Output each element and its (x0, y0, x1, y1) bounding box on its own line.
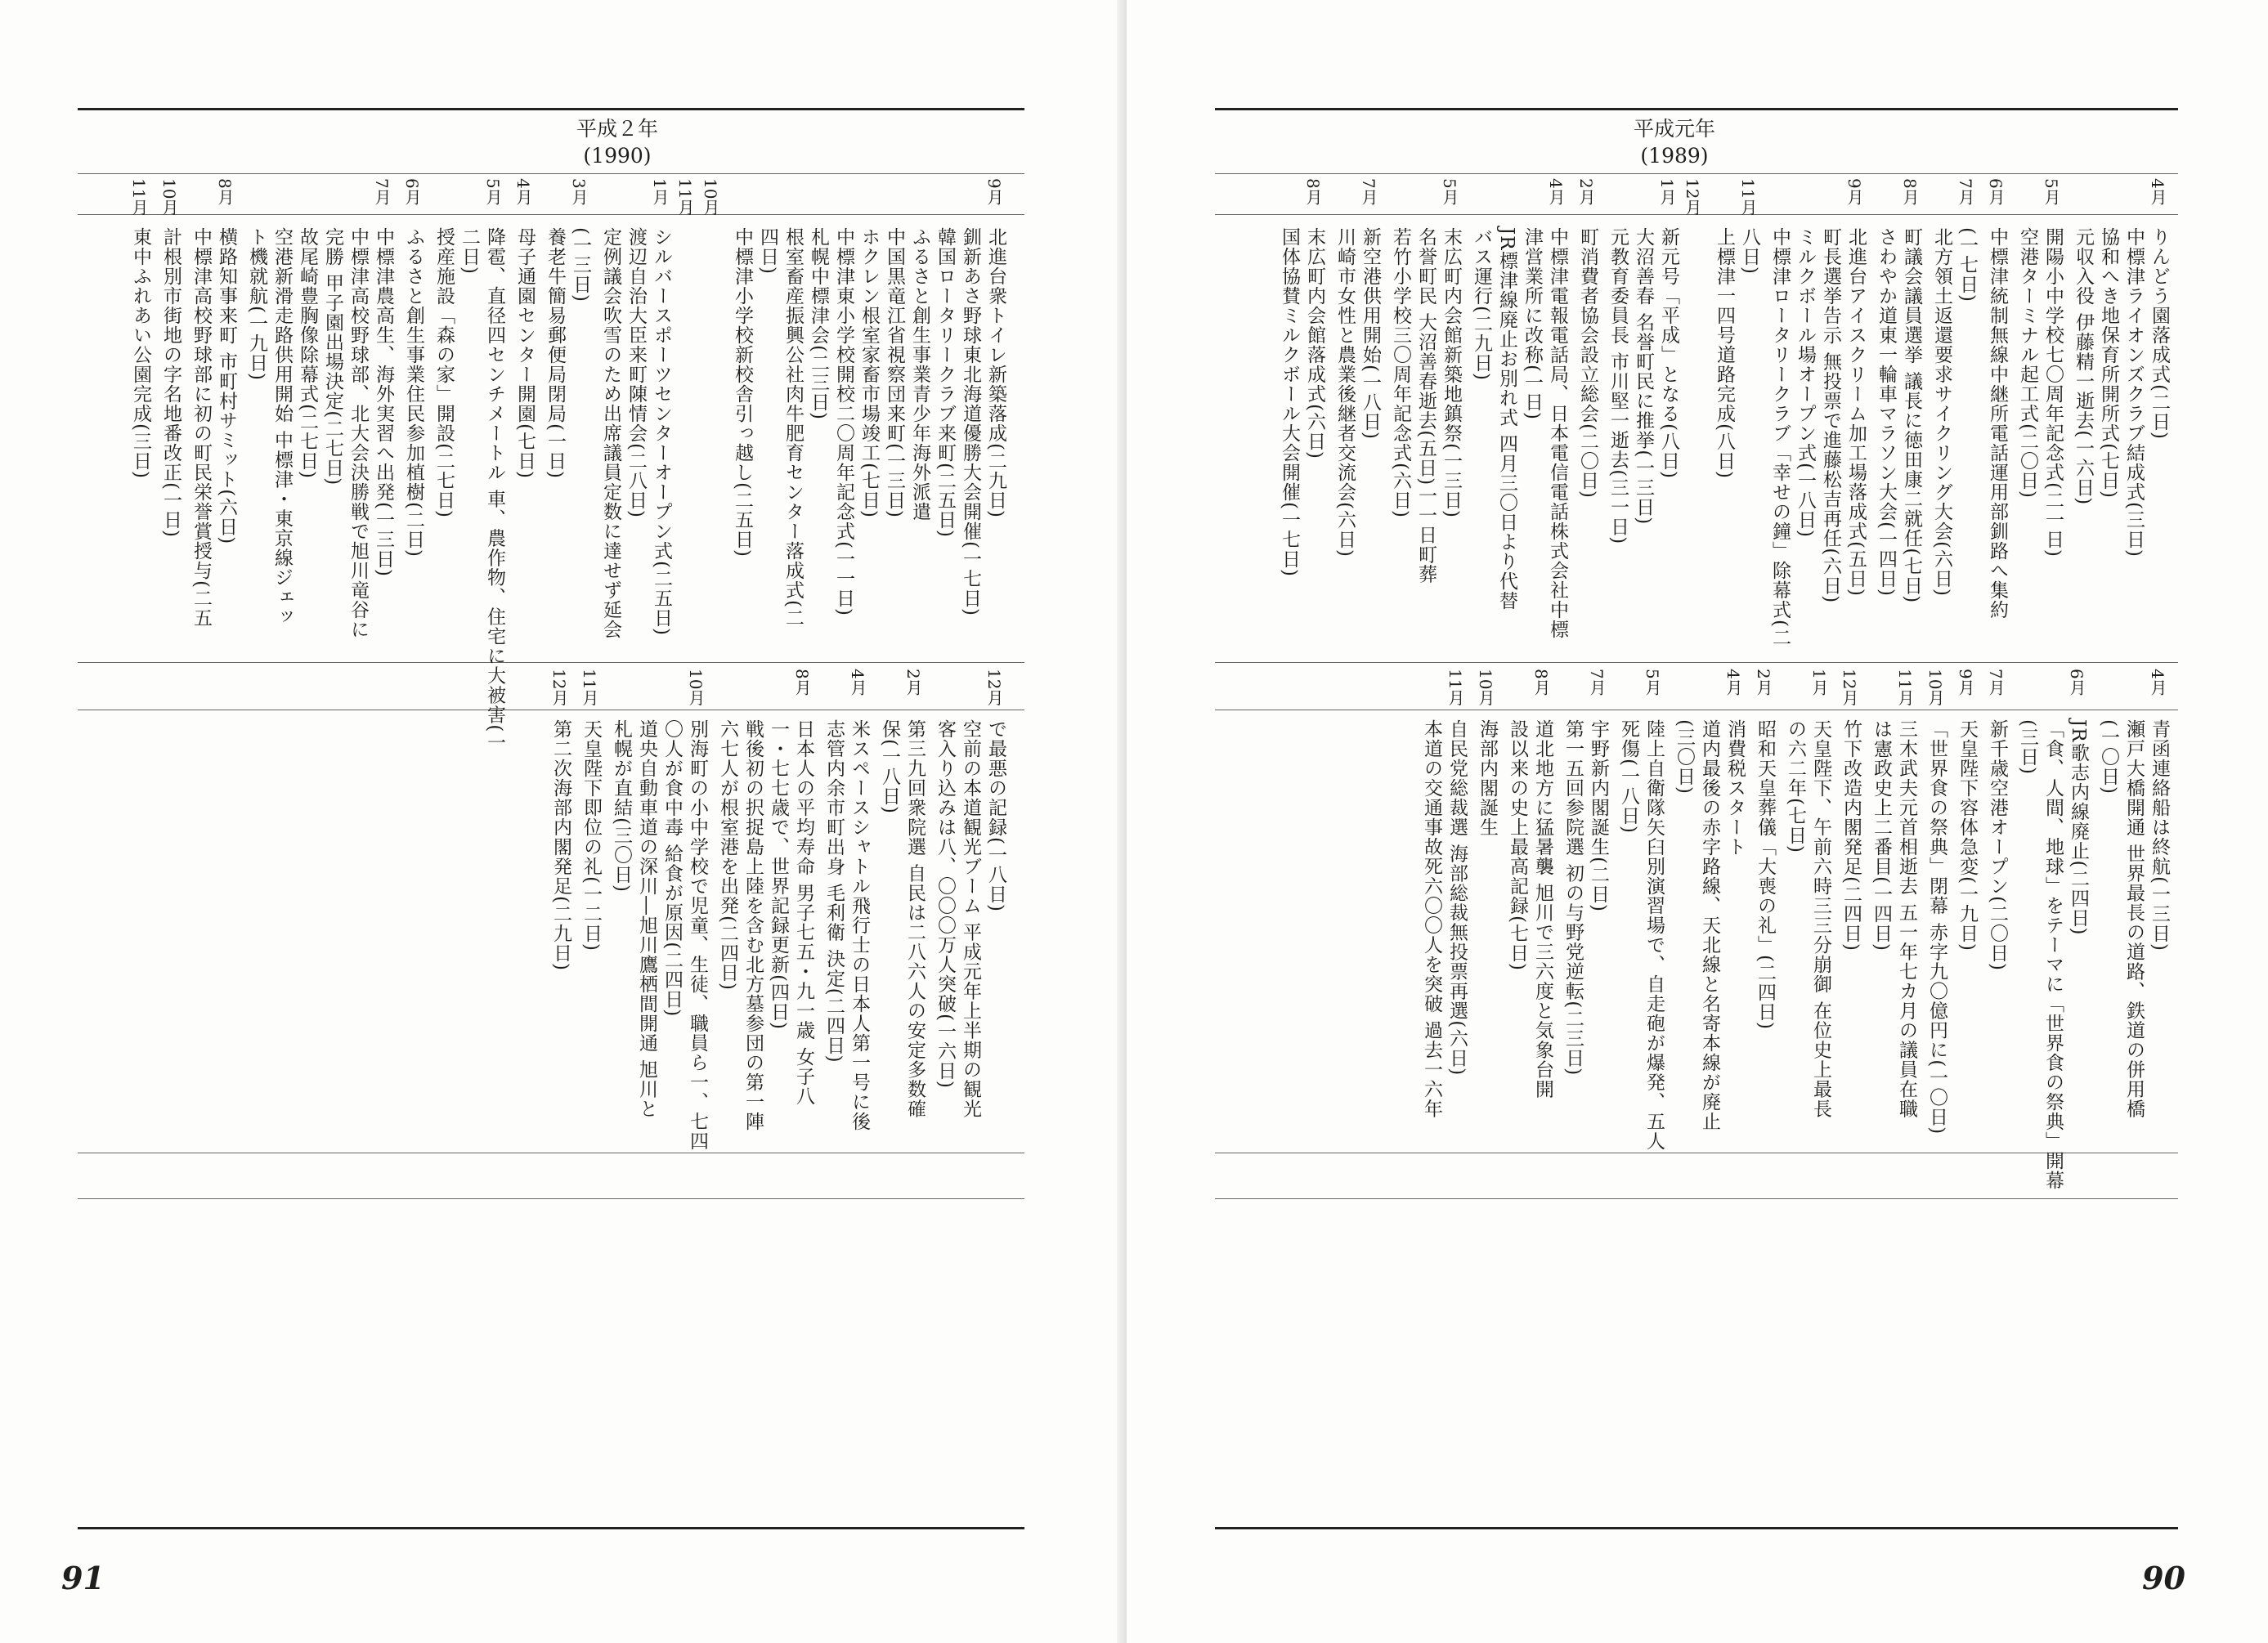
event-entry: 韓国ロータリークラブ来町(二五日) (935, 227, 956, 538)
month-label: 8月 (215, 178, 235, 205)
event-entry: 渡辺自治大臣来町陳情会(二八日) (625, 227, 647, 518)
event-entry: 道内最後の赤字路線、天北線と名寄本線が廃止 (1699, 719, 1720, 1131)
event-entry: 津営業所に改称(一日) (1522, 227, 1543, 420)
event-entry: 北進台衆トイレ新築落成(二九日) (985, 227, 1006, 518)
event-entry: 横路知事来町 市町村サミット(六日) (216, 227, 237, 545)
event-entry: 元教育委員長 市川堅一逝去(三一日) (1607, 227, 1629, 545)
month-label: 6月 (2067, 669, 2086, 696)
event-entry: 海部内閣誕生 (1477, 719, 1498, 837)
header-rule (78, 173, 1024, 174)
event-entry: ふるさと創生事業青少年海外派遣 (909, 227, 930, 522)
month-label: 4月 (2148, 669, 2167, 696)
event-entry: 末広町内会館落成式(六日) (1304, 227, 1325, 459)
month-label: 9月 (1956, 669, 1975, 696)
month-label: 4月 (1723, 669, 1743, 696)
event-entry: 戦後初の択捉島上陸を含む北方墓参団の第一陣 (742, 719, 764, 1131)
event-entry: 宇野新内閣誕生(二日) (1588, 719, 1609, 912)
month-label: 12月 (984, 669, 1004, 706)
event-entry: 上標津一四号道路完成(八日) (1714, 227, 1735, 479)
event-entry: (一三日) (570, 227, 591, 302)
year-header-western: (1990) (583, 144, 652, 168)
event-entry: 第一五回参院選 初の与野党逆転(二三日) (1562, 719, 1584, 1077)
event-entry: 四日) (757, 227, 778, 275)
event-entry: 新空港供用開始(一八日) (1360, 227, 1381, 440)
event-entry: 天皇陛下、午前六時三三分崩御 在位史上最長 (1810, 719, 1831, 1119)
month-label: 4月 (1546, 178, 1566, 205)
month-label: 11月 (129, 178, 149, 216)
event-entry: 中標津電報電話局、日本電信電話株式会社中標 (1547, 227, 1568, 639)
event-entry: 授産施設「森の家」開設(二七日) (433, 227, 455, 518)
month-label: 7月 (1587, 669, 1607, 696)
event-entry: (一七日) (1956, 227, 1978, 302)
month-label: 10月 (159, 178, 179, 216)
month-label: 4月 (2148, 178, 2167, 205)
event-entry: 陸上自衛隊矢臼別演習場で、自走砲が爆発、五人 (1643, 719, 1665, 1151)
event-entry: 開陽小中学校七〇周年記念式(二一日) (2042, 227, 2064, 557)
month-label: 12月 (549, 669, 569, 706)
event-entry: (三日) (2017, 719, 2038, 775)
event-entry: シルバースポーツセンターオープン式(二五日) (651, 227, 672, 636)
event-entry: 設以来の史上最高記録(七日) (1507, 719, 1528, 971)
event-entry: 別海町の小中学校で児童、生徒、職員ら一、七四 (687, 719, 708, 1151)
event-entry: 道央自動車道の深川―旭川鷹栖間開通 旭川と (636, 719, 657, 1119)
year-header-era: 平成元年 (1633, 117, 1715, 141)
event-entry: 元収入役 伊藤精一逝去(一六日) (2073, 227, 2094, 506)
footer-upper-rule (78, 1198, 1024, 1199)
event-entry: 中標津ライオンズクラブ結成式(三日) (2123, 227, 2145, 557)
event-entry: の六二年(七日) (1785, 719, 1806, 853)
page-number: 90 (2142, 1560, 2185, 1596)
event-entry: 中標津ロータリークラブ「幸せの鐘」除幕式(二 (1769, 227, 1791, 647)
event-entry: 降雹、直径四センチメートル 車、農作物、住宅に大被害(一 (484, 227, 505, 753)
event-entry: (三〇日) (1674, 719, 1695, 795)
event-entry: 名誉町民 大沼善春逝去(五日)一一日町葬 (1415, 227, 1437, 584)
event-entry: 大沼善春 名誉町民に推挙(一三日) (1633, 227, 1654, 526)
top-rule (1215, 108, 2178, 110)
event-entry: 新千歳空港オープン(二〇日) (1987, 719, 2008, 971)
event-entry: 東中ふれあい公園完成(三日) (130, 227, 151, 479)
event-entry: JR標津線廃止お別れ式 四月三〇日より代替 (1496, 227, 1517, 611)
event-entry: 協和へき地保育所開所式(七日) (2098, 227, 2119, 499)
month-label: 7月 (1359, 178, 1378, 205)
event-entry: 日本人の平均寿命 男子七五・九一歳 女子八 (793, 719, 814, 1106)
month-label: 10月 (701, 178, 720, 216)
page-number: 91 (61, 1560, 105, 1596)
event-entry: 完勝 甲子園出場決定(二七日) (322, 227, 343, 486)
event-entry: 新元号「平成」となる(八日) (1658, 227, 1679, 479)
month-label: 11月 (1738, 178, 1758, 216)
event-entry: 町長選挙告示 無投票で進藤松吉再任(六日) (1820, 227, 1841, 604)
month-label: 1月 (1657, 178, 1677, 205)
event-entry: 国体協賛ミルクボール大会開催(一七日) (1279, 227, 1300, 577)
event-entry: ト機就航(一九日) (246, 227, 267, 381)
right-page (1127, 0, 2268, 1643)
month-label: 11月 (580, 669, 599, 706)
event-entry: は憲政史上二番目(一四日) (1871, 719, 1892, 951)
event-entry: 中標津農高生、海外実習へ出発(一三日) (373, 227, 394, 577)
event-entry: 町議会議員選挙 議長に徳田康二就任(七日) (1901, 227, 1922, 604)
event-entry: 空港新滑走路供用開始 中標津・東京線ジェッ (271, 227, 293, 627)
event-entry: 第三九回衆院選 自民は二八六人の安定多数確 (904, 719, 926, 1119)
event-entry: 中国黒竜江省視察団来町(一三日) (884, 227, 905, 518)
event-entry: 消費税スタート (1724, 719, 1746, 857)
event-entry: 養老牛簡易郵便局閉局(一日) (545, 227, 566, 479)
event-entry: 根室畜産振興公社肉牛肥育センター落成式(二 (782, 227, 804, 628)
month-label: 10月 (1925, 669, 1945, 706)
month-label: 8月 (1900, 178, 1920, 205)
month-label: 4月 (848, 669, 867, 696)
event-entry: 北方領土返還要求サイクリング大会(六日) (1931, 227, 1952, 597)
month-label: 12月 (1840, 669, 1859, 706)
event-entry: 空港ターミナル起工式(二〇日) (2017, 227, 2038, 499)
section-divider (78, 662, 1024, 663)
header-rule (1215, 173, 2178, 174)
footer-upper-rule (1215, 1198, 2178, 1199)
event-entry: 町消費者協会設立総会(二〇日) (1577, 227, 1598, 499)
event-entry: 天皇陛下即位の礼(一二日) (580, 719, 602, 951)
month-label: 10月 (686, 669, 706, 706)
month-label: 4月 (513, 178, 533, 205)
event-entry: 「世界食の祭典」閉幕 赤字九〇億円に(一〇日) (1926, 719, 1948, 1135)
event-entry: 計根別市街地の字名地番改正(一日) (160, 227, 182, 538)
month-label: 2月 (903, 669, 923, 696)
event-entry: 中標津小学校新校舎引っ越し(二五日) (732, 227, 753, 557)
month-label: 3月 (569, 178, 589, 205)
event-entry: 札幌が直結(三〇日) (611, 719, 632, 893)
month-label: 7月 (372, 178, 392, 205)
month-label: 1月 (650, 178, 670, 205)
month-label: 11月 (1446, 669, 1465, 706)
event-entry: 死傷(一八日) (1618, 719, 1639, 834)
month-label: 1月 (1809, 669, 1829, 696)
event-entry: ホクレン根室家畜市場竣工(七日) (858, 227, 880, 518)
event-entry: 自民党総裁選 海部総裁無投票再選(六日) (1446, 719, 1468, 1077)
event-entry: さわやか道東一輪車マラソン大会(一四日) (1876, 227, 1897, 597)
event-entry: 保(一八日) (879, 719, 900, 814)
month-label: 9月 (984, 178, 1004, 205)
event-entry: ミルクボール場オープン式(一八日) (1795, 227, 1816, 538)
event-entry: 青函連絡船は終航(一三日) (2149, 719, 2170, 951)
event-entry: 川崎市女性と農業後継者交流会(六日) (1334, 227, 1356, 557)
bottom-rule (78, 1527, 1024, 1529)
month-label: 12月 (1683, 178, 1702, 216)
event-entry: 定例議会吹雪のため出席議員定数に達せず延会 (600, 227, 621, 639)
month-label: 6月 (1986, 178, 2006, 205)
event-entry: 中標津統制無線中継所電話運用部釧路へ集約 (1987, 227, 2008, 620)
event-entry: 故尾崎豊胸像除幕式(二七日) (297, 227, 318, 479)
event-entry: 六七人が根室港を出発(二四日) (717, 719, 738, 991)
month-label: 8月 (792, 669, 812, 696)
event-entry: 中標津東小学校開校二〇周年記念式(一一日) (833, 227, 854, 616)
section-divider (1215, 662, 2178, 663)
month-label: 7月 (1986, 669, 2006, 696)
month-label: 5月 (1643, 669, 1662, 696)
month-label: 5月 (2042, 178, 2061, 205)
event-entry: 米スペースシャトル飛行士の日本人第一号に後 (849, 719, 870, 1131)
event-entry: で最悪の記録(一八日) (985, 719, 1006, 912)
event-entry: 若竹小学校三〇周年記念式(六日) (1390, 227, 1411, 518)
event-entry: 道北地方に猛暑襲 旭川で三六度と気象台開 (1532, 719, 1553, 1099)
event-entry: 釧新あさ野球東北海道優勝大会開催(一七日) (960, 227, 981, 616)
event-entry: 第二次海部内閣発足(二九日) (550, 719, 571, 971)
event-entry: 竹下改造内閣発足(二四日) (1840, 719, 1862, 951)
event-entry: 本道の交通事故死六〇〇人を突破 過去一六年 (1421, 719, 1442, 1119)
event-entry: 八日) (1739, 227, 1760, 275)
month-label: 5月 (1440, 178, 1459, 205)
month-label: 2月 (1754, 669, 1773, 696)
event-entry: 中標津高校野球部に初の町民栄誉賞授与(二五 (190, 227, 212, 628)
event-entry: 空前の本道観光ブーム 平成元年上半期の観光 (960, 719, 981, 1119)
month-label: 8月 (1531, 669, 1551, 696)
month-label: 10月 (1476, 669, 1495, 706)
month-label: 5月 (483, 178, 503, 205)
month-label: 7月 (1956, 178, 1975, 205)
event-entry: 母子通園センター開園(七日) (514, 227, 536, 479)
event-entry: JR歌志内線廃止(二四日) (2068, 719, 2089, 936)
month-label: 8月 (1303, 178, 1323, 205)
event-entry: 「食、人間、地球」をテーマに「世界食の祭典」開幕 (2042, 719, 2064, 1190)
event-entry: 末広町内会館新築地鎮祭(一三日) (1441, 227, 1462, 518)
event-entry: 一・七七歳で、世界記録更新(四日) (768, 719, 789, 1030)
event-entry: 志管内余市町出身 毛利衛 決定(二四日) (823, 719, 845, 1063)
year-header-western: (1989) (1640, 144, 1709, 168)
month-label: 9月 (1844, 178, 1864, 205)
event-entry: 昭和天皇葬儀「大喪の礼」(二四日) (1755, 719, 1776, 1030)
event-entry: バス運行(二九日) (1471, 227, 1492, 381)
event-entry: 天皇陛下容体急変(一九日) (1956, 719, 1978, 951)
month-label: 11月 (675, 178, 695, 216)
event-entry: ふるさと創生事業住民参加植樹(二日) (403, 227, 424, 557)
month-label: 11月 (1895, 669, 1915, 706)
month-row-rule (78, 214, 1024, 215)
event-entry: 瀬戸大橋開通 世界最長の道路、鉄道の併用橋 (2123, 719, 2145, 1119)
month-label: 6月 (402, 178, 422, 205)
bottom-rule (1215, 1527, 2178, 1529)
event-entry: 〇人が食中毒 給食が原因(二四日) (661, 719, 683, 1018)
event-entry: 三木武夫元首相逝去 五一年七カ月の議員在職 (1896, 719, 1917, 1119)
month-label: 2月 (1576, 178, 1596, 205)
event-entry: 客入り込みは八、〇〇〇万人突破(一六日) (935, 719, 956, 1089)
left-page (0, 0, 1127, 1643)
year-header-era: 平成２年 (576, 117, 658, 141)
event-entry: りんどう園落成式(二日) (2149, 227, 2170, 440)
event-entry: 札幌中標津会(二三日) (808, 227, 829, 420)
event-entry: 二日) (459, 227, 480, 275)
event-entry: 北進台アイスクリーム加工場落成式(五日) (1845, 227, 1867, 597)
event-entry: (一〇日) (2098, 719, 2119, 795)
event-entry: 中標津高校野球部、北大会決勝戦で旭川竜谷に (347, 227, 369, 639)
top-rule (78, 108, 1024, 110)
